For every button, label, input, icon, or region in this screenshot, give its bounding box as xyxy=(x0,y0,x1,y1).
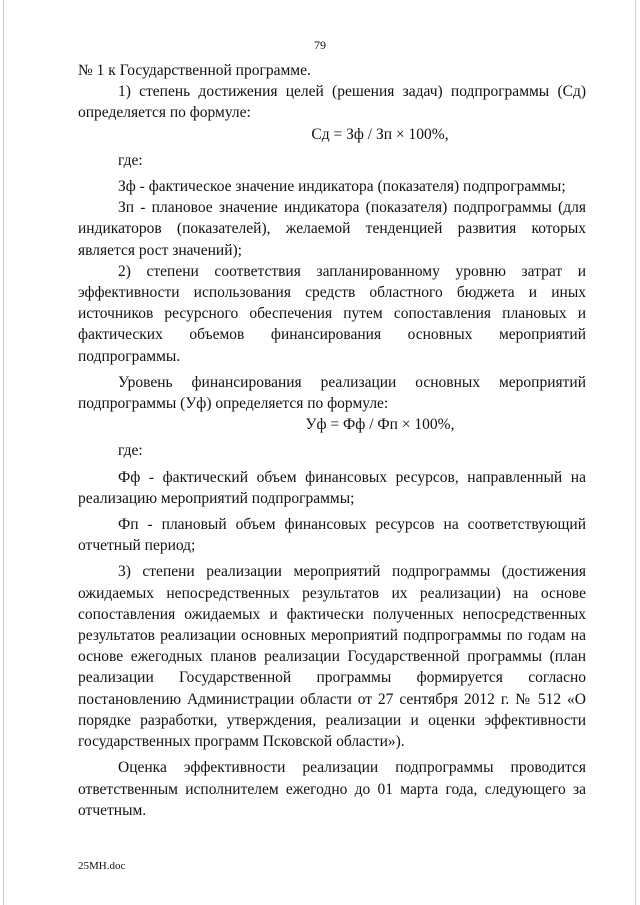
paragraph-cost-compliance: 2) степени соответствия запланированному уровню затрат и эффективности использования средств областного бюджета и иных источников ресурсного обеспечения путем сопоставления плановых и фактических объемов финансирования основных мероприятий подпрограммы. xyxy=(78,262,586,365)
paragraph-implementation-degree: 3) степени реализации мероприятий подпрограммы (достижения ожидаемых непосредственных результатов их реализации) на основе сопоставления ожидаемых и фактически полученных непосредственных результатов реализации основных мероприятий подпрограммы по годам на основе ежегодных планов реализации Государственной программы (план реализации Государственной программы формируется согласно постановлению Администрации области от 27 сентября 2012 г. № 512 «О порядке разработки, утверждения, реализации и оценки эффективности государственных программ Псковской области»). xyxy=(78,563,586,751)
paragraph-goal-achievement: 1) степень достижения целей (решения задач) подпрограммы (Сд) определяется по формуле: xyxy=(78,83,586,122)
paragraph-evaluation-deadline: Оценка эффективности реализации подпрограммы проводится ответственным исполнителем ежегодно до 01 марта года, следующего за отчетным. xyxy=(78,759,586,819)
definition-fp: Фп - плановый объем финансовых ресурсов на соответствующий отчетный период; xyxy=(78,516,586,555)
definition-zp: Зп - плановое значение индикатора (показателя) подпрограммы (для индикаторов (показателей), желаемой тенденцией развития которых является рост значений); xyxy=(78,199,586,259)
paragraph-appendix-ref: № 1 к Государственной программе. xyxy=(78,62,311,79)
scan-edge-right xyxy=(635,0,636,905)
footer-filename: 25МН.doc xyxy=(78,860,126,872)
where-label: где: xyxy=(118,442,143,460)
definition-zf: Зф - фактическое значение индикатора (показателя) подпрограммы; xyxy=(118,178,566,196)
scan-edge-left xyxy=(3,0,4,905)
where-label: где: xyxy=(118,151,143,169)
formula-uf: Уф = Фф / Фп × 100%, xyxy=(305,416,455,434)
definition-ff: Фф - фактический объем финансовых ресурсов, направленный на реализацию мероприятий подпрограммы; xyxy=(78,468,586,507)
page-number: 79 xyxy=(314,38,326,52)
document-body xyxy=(78,60,586,821)
formula-sd: Сд = Зф / Зп × 100%, xyxy=(311,125,449,143)
paragraph-financing-level: Уровень финансирования реализации основных мероприятий подпрограммы (Уф) определяется по формуле: xyxy=(78,373,586,413)
